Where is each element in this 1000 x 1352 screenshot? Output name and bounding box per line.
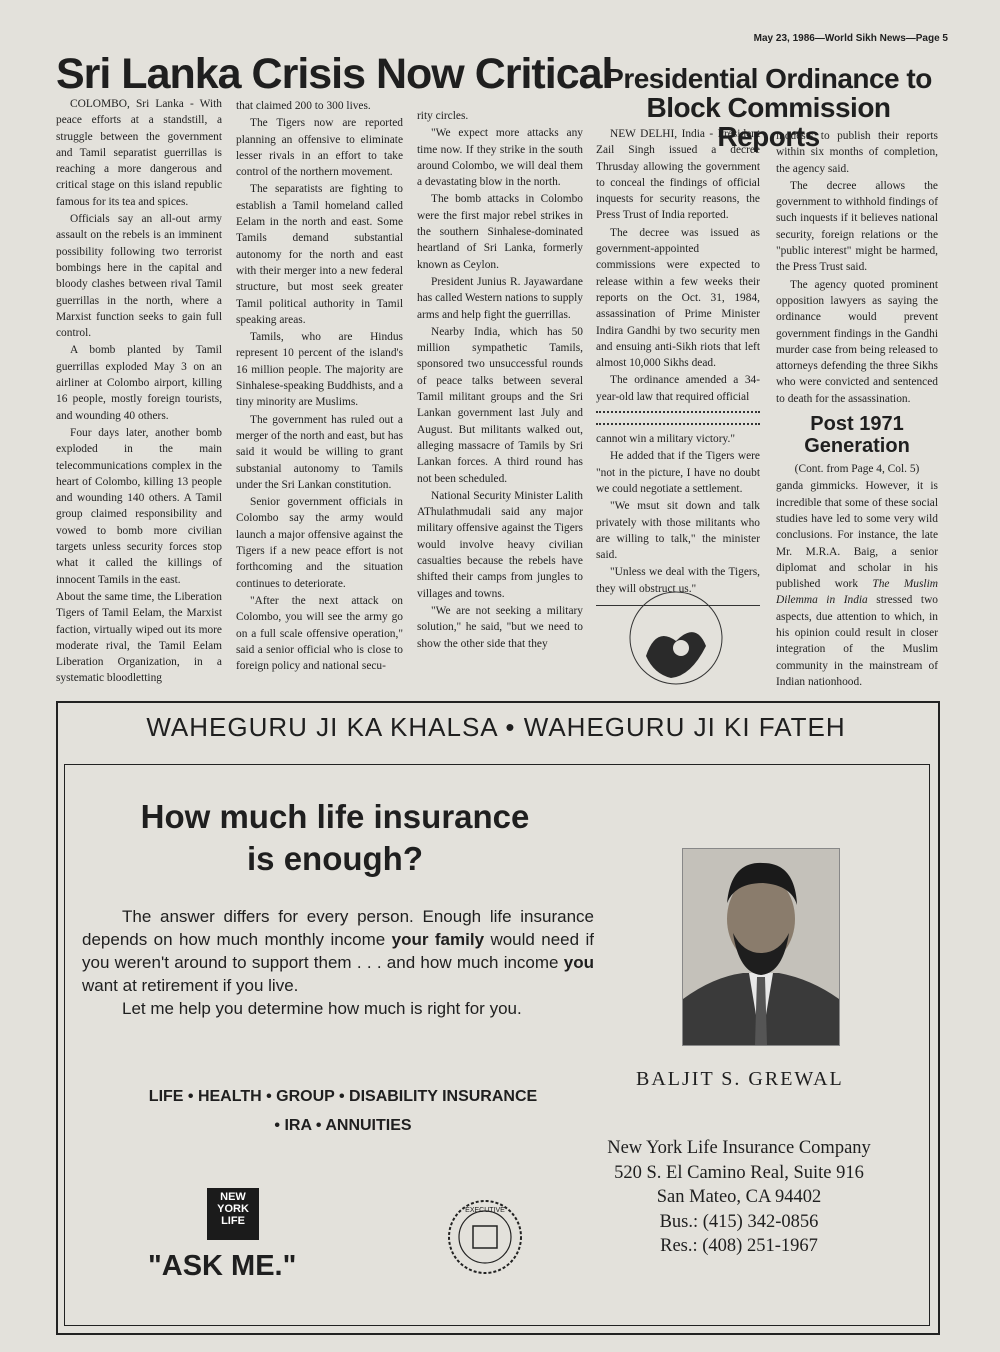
ad-paragraph: Let me help you determine how much is right for you. bbox=[122, 999, 522, 1018]
article-column-2 bbox=[236, 98, 403, 688]
paragraph: Tamils, who are Hindus represent 10 percent of the island's 16 million people. The majority are Sinhalese-speaking Buddhists, and a tiny minority are Muslims. bbox=[236, 331, 403, 409]
paragraph: A bomb planted by Tamil guerrillas exploded May 3 on an airliner at Colombo airport, killing 16 people, mostly foreign tourists, and wounding 40 others. bbox=[56, 344, 222, 422]
ask-me-slogan: "ASK ME." bbox=[148, 1250, 297, 1282]
paragraph: The agency quoted prominent opposition lawyers as saying the ordinance would prevent government findings in the Gandhi murder case from being released to attorneys defending the three Sikhs who were convicted and sentenced to death for the assassination. bbox=[776, 278, 938, 405]
post-1971-headline: Post 1971 Generation bbox=[804, 413, 910, 458]
paragraph: Four days later, another bomb exploded in the main telecommunications complex in the heart of Colombo, killing 13 people and wounding 140 others. A Tamil group claimed responsibility and vowed to bomb more civilian targets unless security forces stop what it called the killings of innocent Tamils in the east. bbox=[56, 426, 222, 586]
paragraph: "We expect more attacks any time now. If they strike in the south around Colombo, we will deal them a devastating blow in the north. bbox=[417, 127, 583, 189]
paragraph: The ordinance amended a 34-year-old law that required official bbox=[596, 374, 760, 403]
paragraph: He added that if the Tigers were "not in the picture, I have no doubt we could negotiate a settlement. bbox=[596, 450, 760, 495]
column-divider bbox=[596, 411, 760, 425]
ad-products-line-2: • IRA • ANNUITIES bbox=[274, 1117, 412, 1134]
new-york-life-logo bbox=[207, 1188, 259, 1240]
executive-seal-icon bbox=[446, 1198, 524, 1276]
headline-ordinance: Presidential Ordinance to Block Commission Reports bbox=[605, 63, 932, 152]
paragraph: inquests to publish their reports within six months of completion, the agency said. bbox=[776, 130, 938, 175]
ad-headline-line-1: How much life insurance bbox=[140, 798, 530, 835]
agent-name: BALJIT S. GREWAL bbox=[636, 1068, 844, 1090]
paragraph: NEW DELHI, India - President Zail Singh issued a decree Thrusday allowing the government to conceal the findings of official inquests for security reasons, the Press Trust of India reported. bbox=[596, 128, 760, 222]
paragraph: The separatists are fighting to establish a Tamil homeland called Eelam in the north and east. Some Tamils demand substantial autonomy for the north and east with their merger into a new federal structure, but most seek greater Tamil political authority in Tamil speaking areas. bbox=[236, 183, 403, 326]
paragraph: President Junius R. Jayawardane has called Western nations to supply arms and help fight the guerrillas. bbox=[417, 275, 583, 321]
paragraph bbox=[776, 478, 938, 690]
paragraph: The decree was issued as government-appointed commissions were expected to release within a few weeks their reports on the Oct. 31, 1984, assassination of Prime Minister Indira Gandhi by two security men and ensuing anti-Sikh riots that left almost 10,000 Sikhs dead. bbox=[596, 226, 760, 370]
ad-body bbox=[82, 905, 594, 1020]
logo-text: LIFE bbox=[221, 1215, 245, 1227]
ad-headline-line-2: is enough? bbox=[247, 840, 423, 877]
text: you bbox=[563, 953, 594, 972]
text: want at retirement if you live. bbox=[82, 976, 299, 995]
ad-headline bbox=[110, 796, 560, 880]
seal-text: EXECUTIVE bbox=[465, 1207, 505, 1214]
paragraph: The Tigers now are reported planning an offensive to eliminate lesser rivals in an effort to take control of the northern movement. bbox=[236, 117, 403, 179]
article-column-1 bbox=[56, 96, 222, 690]
text: your family bbox=[391, 930, 485, 949]
ad-products bbox=[108, 1082, 578, 1140]
ad-paragraph bbox=[82, 905, 594, 997]
paragraph: COLOMBO, Sri Lanka - With peace efforts at a standstill, a struggle between the government and Tamil separatist guerrillas is reaching a more dangerous and critical stage on this island republic famous for its tea and spices. bbox=[56, 98, 222, 208]
street-address: 520 S. El Camino Real, Suite 916 bbox=[614, 1162, 864, 1183]
continuation-note: (Cont. from Page 4, Col. 5) bbox=[794, 463, 920, 476]
paragraph: About the same time, the Liberation Tigers of Tamil Eelam, the Marxist faction, virtually wiped out its more moderate rival, the Tamil Eelam Liberation Organization, in a systematic bloodletting bbox=[56, 590, 222, 685]
paragraph: Officials say an all-out army assault on the rebels is an imminent possibility following two terrorist bombings here in the capital and bloody clashes between rival Tamil guerrillas in the north, where a Marxist function seeks to gain full control. bbox=[56, 213, 222, 340]
agent-contact bbox=[588, 1136, 890, 1259]
text: The answer differs for every person. Enough life insurance depends on how much monthly income bbox=[82, 907, 594, 949]
world-sikh-news-emblem bbox=[626, 586, 726, 690]
book-title: The Muslim Dilemma in India bbox=[776, 578, 938, 607]
ad-banner: WAHEGURU JI KA KHALSA • WAHEGURU JI KI FATEH bbox=[146, 712, 846, 742]
ordinance-column-1 bbox=[596, 126, 760, 595]
paragraph: The government has ruled out a merger of the north and east, but has said it would be willing to grant substanial autonomy to Tamils under the Sri Lankan constitution. bbox=[236, 413, 403, 491]
page-folio: May 23, 1986—World Sikh News—Page 5 bbox=[753, 33, 948, 44]
paragraph: Nearby India, which has 50 million sympathetic Tamils, sponsored two unsuccessful rounds of peace talks between several Tamil militant groups and the Sri Lankan government last July and August. But militants walked out, alleging massacre of Tamils by Sri Lankan forces. A third round has not been scheduled. bbox=[417, 325, 583, 485]
paragraph: "We msut sit down and talk privately with those militants who are willing to talk," the minister said. bbox=[596, 500, 760, 562]
paragraph: National Security Minister Lalith AThulathmudali said any major military offensive against the Tigers would involve heavy civilian casualties because the rebels have shifted their camps from jungles to villages and towns. bbox=[417, 489, 583, 600]
residence-phone: Res.: (408) 251-1967 bbox=[660, 1236, 818, 1256]
logo-text: YORK bbox=[217, 1203, 249, 1215]
business-phone: Bus.: (415) 342-0856 bbox=[659, 1211, 819, 1232]
paragraph: The bomb attacks in Colombo were the first major rebel strikes in the southern Sinhalese-dominated heartland of Sri Lanka, formerly known as Ceylon. bbox=[417, 193, 583, 271]
paragraph: "We are not seeking a military solution," he said, "but we need to show the other side that they bbox=[417, 604, 583, 650]
paragraph: The decree allows the government to withhold findings of such inquests if it believes national security, foreign relations or the "public interest" might be harmed, the Press Trust said. bbox=[776, 179, 938, 274]
ordinance-column-2 bbox=[776, 128, 938, 688]
ad-products-line-1: LIFE • HEALTH • GROUP • DISABILITY INSURANCE bbox=[148, 1088, 538, 1105]
company-name: New York Life Insurance Company bbox=[607, 1138, 871, 1158]
paragraph: "Unless we deal with the Tigers, they will obstruct us." bbox=[596, 566, 760, 595]
text: stressed two aspects, due attention to which, in his opinion could result in closer integration of the Muslim community in the mainstream of Indian nationhood. bbox=[776, 594, 938, 688]
paragraph: rity circles. bbox=[417, 110, 469, 122]
paragraph: Senior government officials in Colombo say the army would launch a major offensive against the Tigers if a new peace effort is not forthcoming and the situation continues to deteriorate. bbox=[236, 496, 403, 590]
text: ganda gimmicks. However, it is incredible that some of these social studies have led to some very wild conclusions. For instance, the late Mr. M.R.A. Baig, a senior diplomat and scholar in his published work bbox=[776, 480, 938, 591]
paragraph: cannot win a military victory." bbox=[596, 433, 735, 446]
paragraph: that claimed 200 to 300 lives. bbox=[236, 100, 371, 112]
article-column-3 bbox=[417, 108, 583, 688]
city-address: San Mateo, CA 94402 bbox=[656, 1187, 822, 1207]
agent-portrait-image bbox=[683, 849, 839, 1045]
agent-photo bbox=[682, 848, 840, 1046]
text: would need if you weren't around to support them . . . and how much income bbox=[82, 930, 595, 972]
paragraph: "After the next attack on Colombo, you will see the army go on a full scale offensive operation," said a senior official who is close to foreign policy and national secu- bbox=[236, 594, 403, 673]
headline-sri-lanka: Sri Lanka Crisis Now Critical bbox=[56, 50, 613, 98]
logo-text: NEW bbox=[220, 1191, 246, 1203]
